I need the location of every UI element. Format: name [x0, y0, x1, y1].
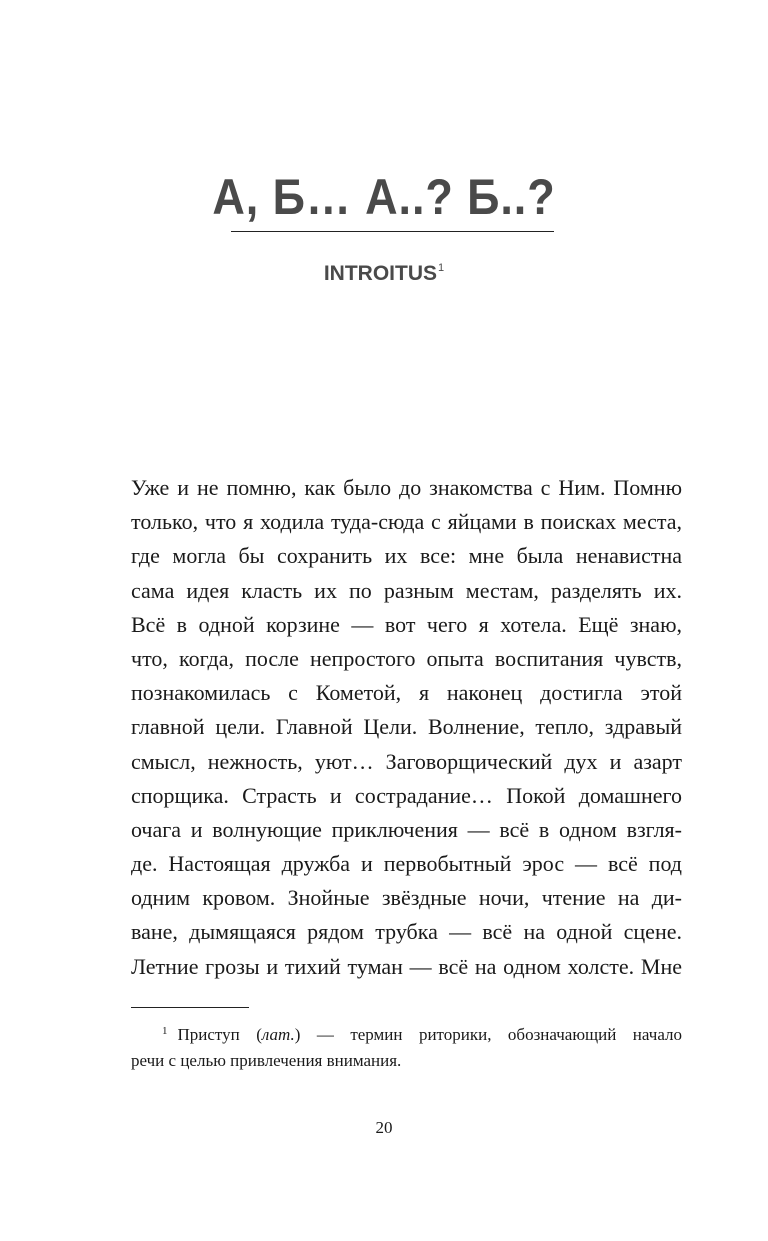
text-line: ване, дымящаяся рядом трубка — всё на одной сцене. — [131, 919, 682, 945]
chapter-title: А, Б… А..? Б..? — [212, 169, 556, 225]
text-line: Летние грозы и тихий туман — всё на одном холсте. Мне — [131, 953, 682, 979]
text-line: познакомилась с Кометой, я наконец достигла этой — [131, 680, 682, 706]
footnote-text-after: ) — термин риторики, обозначающий начало — [294, 1025, 682, 1044]
text-line: одним кровом. Знойные звёздные ночи, чтение на ди- — [131, 885, 682, 911]
text-line: спорщика. Страсть и сострадание… Покой домашнего — [131, 782, 682, 808]
subtitle-text: INTROITUS — [323, 262, 438, 285]
text-line: сама идея класть их по разным местам, разделять их. — [131, 577, 682, 603]
text-line: де. Настоящая дружба и первобытный эрос — всё под — [131, 851, 682, 877]
footnote-marker: 1 — [162, 1025, 168, 1037]
text-line: Уже и не помню, как было до знакомства с Ним. Помню — [131, 475, 682, 500]
footnote-text-before: Приступ ( — [177, 1025, 262, 1044]
footnote — [131, 1018, 682, 1074]
chapter-subtitle — [0, 262, 768, 286]
text-line: где могла бы сохранить их все: мне была ненавистна — [131, 543, 682, 569]
text-line: Всё в одной корзине — вот чего я хотела. Ещё знаю, — [131, 611, 682, 637]
text-line: очага и волнующие приключения — всё в одном взгля- — [131, 816, 682, 842]
footnote-italic-term: лат. — [261, 1025, 295, 1044]
footnote-divider — [131, 1007, 249, 1008]
page-number: 20 — [375, 1118, 393, 1137]
text-line: только, что я ходила туда-сюда с яйцами в поисках места, — [131, 509, 682, 535]
text-line: смысл, нежность, уют… Заговорщический дух и азарт — [131, 748, 682, 774]
title-divider — [231, 231, 554, 232]
body-text — [131, 471, 682, 984]
text-line: главной цели. Главной Цели. Волнение, тепло, здравый — [131, 714, 682, 740]
text-line: что, когда, после непростого опыта воспитания чувств, — [131, 645, 682, 671]
footnote-line — [131, 1018, 682, 1048]
subtitle-footnote-marker: 1 — [438, 262, 445, 274]
footnote-line: речи с целью привлечения внимания. — [131, 1051, 402, 1070]
